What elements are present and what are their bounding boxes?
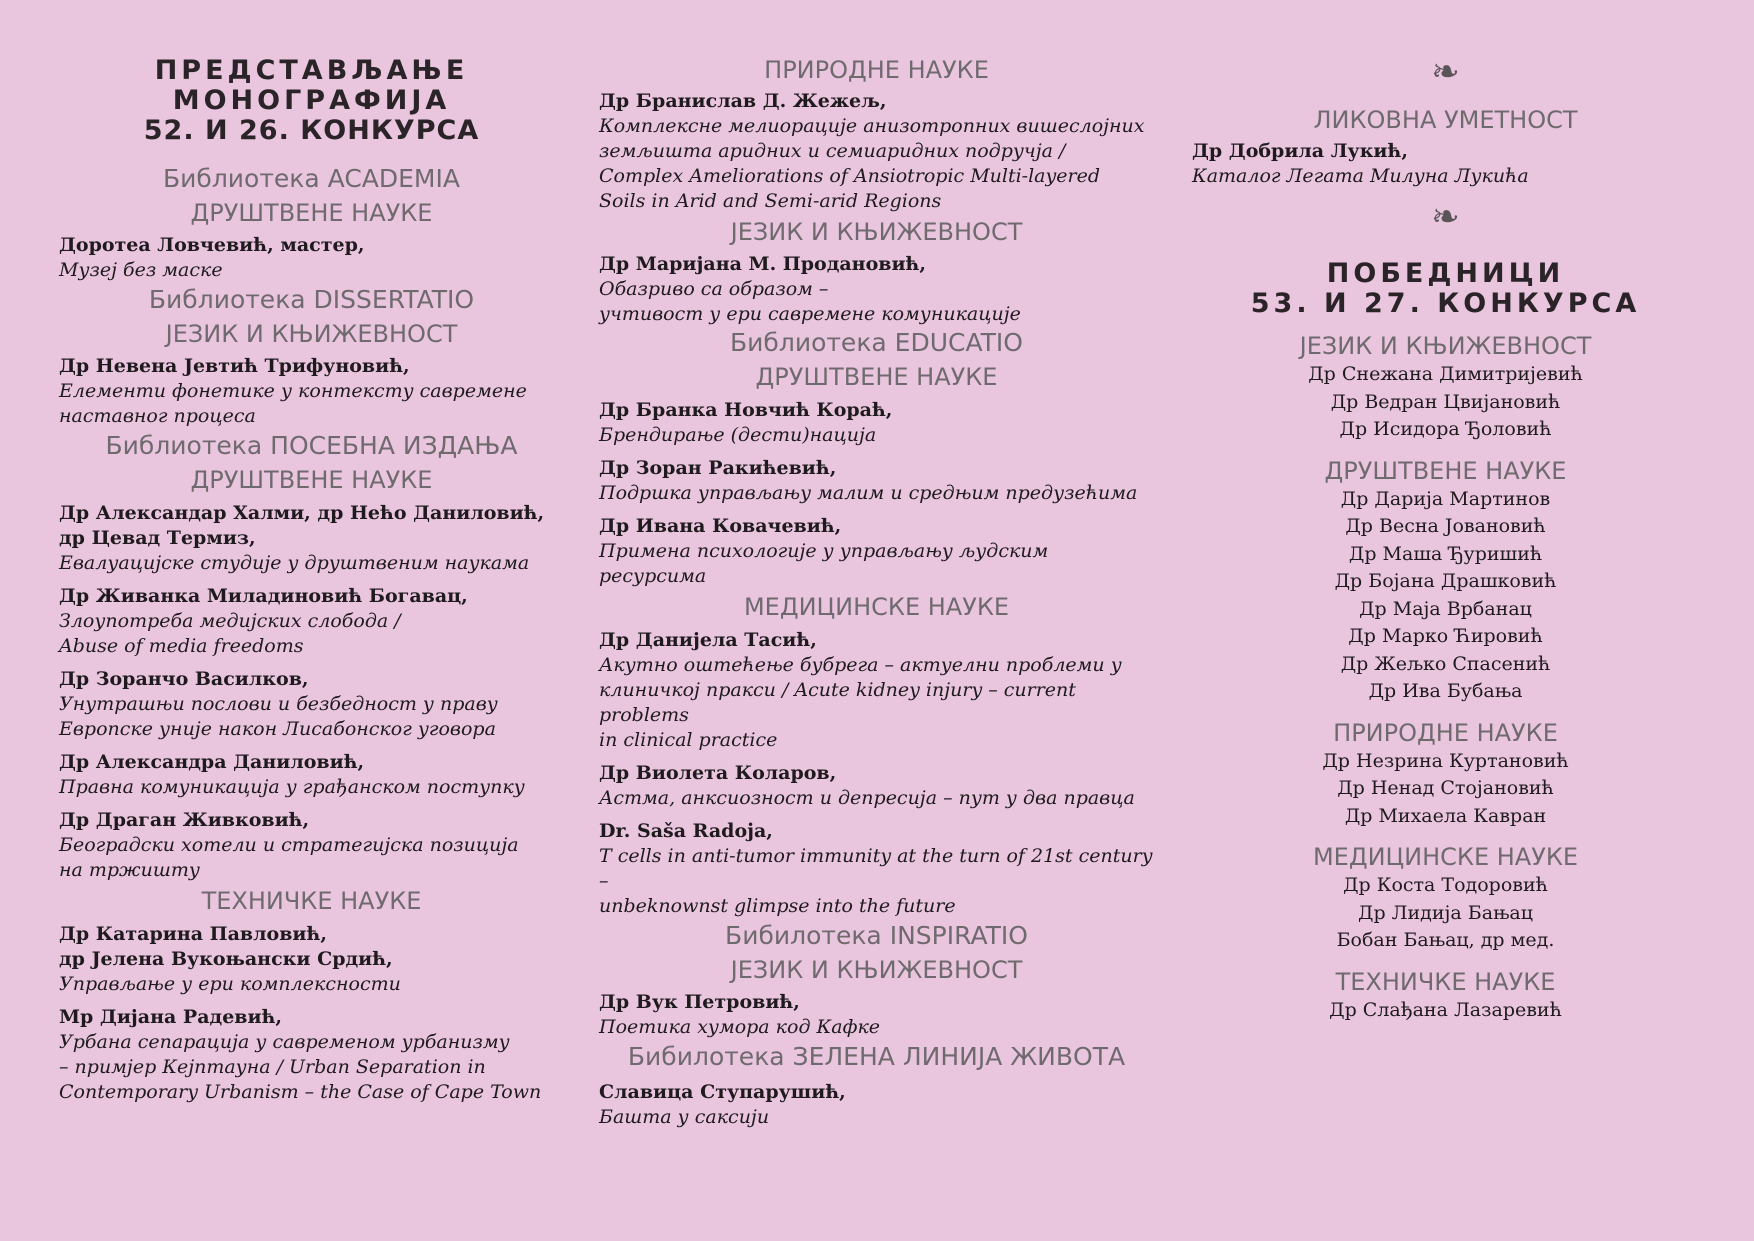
main-title-line-1: ПРЕДСТАВЉАЊЕ: [154, 55, 469, 86]
ornament-icon: ❧: [1431, 197, 1460, 237]
entry-author: Др Маријана М. Продановић,: [599, 253, 926, 275]
winner-name: Др Марко Ћировић: [1348, 625, 1543, 647]
entry-author: Др Зоран Ракићевић,: [599, 457, 837, 479]
column-left: [59, 0, 564, 1105]
section-jezik-i-knjizevnost: ЈЕЗИК И КЊИЖЕВНОСТ: [165, 320, 458, 348]
winners-title-line-1: ПОБЕДНИЦИ: [1326, 258, 1565, 289]
section-drustvene-nauke: ДРУШТВЕНЕ НАУКЕ: [1324, 456, 1567, 485]
winner-name: Др Михаела Кавран: [1344, 804, 1547, 827]
entry-halmi: [59, 501, 564, 576]
entry-vasilkov: [59, 667, 564, 742]
winners-list-prirodne: [1192, 748, 1699, 831]
entry-author: Др Виолета Коларов,: [599, 762, 837, 784]
section-drustvene-nauke: ДРУШТВЕНЕ НАУКЕ: [755, 363, 998, 391]
entry-author-line-1: Др Катарина Павловић,: [59, 923, 327, 945]
winner-name: Др Дарија Мартинов: [1340, 487, 1551, 510]
entry-title-line-3: Complex Ameliorations of Ansiotropic Multi-layered: [599, 165, 1100, 187]
entry-title-line-2: земљишта аридних и семиаридних подручја /: [599, 140, 1066, 162]
entry-author: Др Бранка Новчић Кораћ,: [599, 399, 893, 421]
winner-name: Др Исидора Ђоловић: [1339, 418, 1552, 440]
winners-title-line-2: 53. И 27. КОНКУРСА: [1250, 288, 1641, 319]
section-drustvene-nauke: ДРУШТВЕНЕ НАУКЕ: [190, 466, 433, 494]
entry-title: Брендирање (дести)нација: [599, 424, 877, 446]
library-educatio: Библиотека EDUCATIO: [730, 328, 1023, 357]
entry-lovcevic: [59, 233, 564, 283]
main-title: [59, 56, 564, 146]
entry-radoja: [599, 819, 1154, 919]
library-academia: Библиотека ACADEMIA: [163, 164, 460, 193]
library-dissertatio: Библиотека DISSERTATIO: [148, 285, 475, 314]
entry-title-line-3: in clinical practice: [599, 729, 778, 751]
entry-zezelj: [599, 89, 1154, 214]
section-jezik-i-knjizevnost: ЈЕЗИК И КЊИЖЕВНОСТ: [1299, 332, 1592, 360]
entry-title-line-1: T cells in anti-tumor immunity at the turn of 21st century –: [599, 845, 1153, 892]
section-jezik-i-knjizevnost: ЈЕЗИК И КЊИЖЕВНОСТ: [730, 218, 1023, 246]
entry-title: Правна комуникација у грађанском поступку: [59, 776, 525, 798]
entry-author: Др Данијела Тасић,: [599, 629, 817, 651]
entry-pavlovic: [59, 922, 564, 997]
entry-author-line-1: Др Александар Халми, др Нећо Даниловић,: [59, 502, 545, 524]
entry-author: Др Зоранчо Василков,: [59, 668, 309, 690]
section-medicinske-nauke: МЕДИЦИНСКЕ НАУКЕ: [743, 593, 1010, 621]
winner-name: Др Незрина Куртановић: [1322, 749, 1569, 772]
entry-title-line-2: на тржишту: [59, 859, 200, 881]
entry-author: Др Ивана Ковачевић,: [599, 515, 842, 537]
entry-zivkovic: [59, 808, 564, 883]
entry-title-line-4: Soils in Arid and Semi-arid Regions: [599, 190, 942, 212]
entry-novcic: [599, 398, 1154, 448]
entry-title-line-1: Акутно оштећење бубрега – актуелни проблеми у: [599, 654, 1122, 676]
entry-author-line-2: др Цевад Термиз,: [59, 527, 256, 549]
entry-title-line-1: Обазриво са образом –: [599, 278, 829, 300]
library-inspiratio: Бибилотека INSPIRATIO: [725, 921, 1028, 950]
winner-name: Др Жељко Спасенић: [1340, 652, 1551, 675]
entry-author: Др Добрила Лукић,: [1192, 140, 1408, 162]
section-medicinske-nauke: МЕДИЦИНСКЕ НАУКЕ: [1312, 843, 1579, 871]
column-right: [1192, 0, 1699, 1024]
entry-author: Др Драган Живковић,: [59, 809, 310, 831]
section-drustvene-nauke: ДРУШТВЕНЕ НАУКЕ: [190, 199, 433, 227]
entry-title-line-2: unbeknownst glimpse into the future: [599, 895, 956, 917]
library-zelena-linija-zivota: Бибилотека ЗЕЛЕНА ЛИНИЈА ЖИВОТА: [627, 1042, 1126, 1071]
column-middle: [599, 0, 1154, 1130]
entry-petrovic: [599, 990, 1154, 1040]
entry-jevtic: [59, 354, 564, 429]
entry-title: Примена психологије у управљању људским ресурсима: [599, 540, 1049, 587]
entry-title-line-2: – примјер Кејптауна / Urban Separation in: [59, 1056, 486, 1078]
section-tehnicke-nauke: ТЕХНИЧКЕ НАУКЕ: [1335, 967, 1556, 996]
entry-title: Подршка управљању малим и средњим предузећима: [599, 482, 1138, 504]
entry-author: Славица Ступарушић,: [599, 1081, 846, 1103]
entry-author: Др Вук Петровић,: [599, 991, 800, 1013]
entry-title: Каталог Легата Милуна Лукића: [1192, 165, 1529, 187]
winners-list-jezik: [1192, 361, 1699, 444]
entry-radevic: [59, 1005, 564, 1105]
winner-name: Др Бојана Драшковић: [1334, 570, 1557, 592]
winner-name: Др Коста Тодоровић: [1343, 874, 1548, 896]
winner-name: Др Ведран Цвијановић: [1330, 390, 1561, 413]
entry-title: Управљање у ери комплексности: [59, 973, 401, 995]
winner-name: Др Ненад Стојановић: [1337, 777, 1554, 799]
winners-list-tehnicke: [1192, 997, 1699, 1025]
entry-title-line-1: Београдски хотели и стратегијска позиција: [59, 834, 519, 856]
winner-name: Др Маша Ђуришић: [1348, 542, 1543, 565]
entry-author: Др Бранислав Д. Жежељ,: [599, 90, 887, 112]
entry-title-line-1: Урбана сепарација у савременом урбанизму: [59, 1031, 510, 1053]
entry-author: Доротеа Ловчевић, мастер,: [59, 234, 365, 256]
entry-lukic: [1192, 139, 1699, 189]
entry-rakicevic: [599, 456, 1154, 506]
entry-title-line-2: клиничкој пракси / Acute kidney injury – current problems: [599, 679, 1076, 726]
entry-author: Мр Дијана Радевић,: [59, 1006, 283, 1028]
entry-title-line-1: Елементи фонетике у контексту савремене: [59, 380, 527, 402]
entry-title: Поетика хумора код Кафке: [599, 1016, 881, 1038]
entry-author: Др Живанка Миладиновић Богавац,: [59, 585, 468, 607]
section-prirodne-nauke: ПРИРОДНЕ НАУКЕ: [1333, 718, 1558, 747]
entry-author: Dr. Saša Radoja,: [599, 820, 773, 842]
entry-miladinovic: [59, 584, 564, 659]
entry-title-line-2: Европске уније након Лисабонског уговора: [59, 718, 496, 740]
entry-title: Музеј без маске: [59, 259, 223, 281]
section-likovna-umetnost: ЛИКОВНА УМЕТНОСТ: [1313, 106, 1578, 134]
entry-author-line-2: др Јелена Вукоњански Срдић,: [59, 948, 393, 970]
library-posebna-izdanja: Библиотека ПОСЕБНА ИЗДАЊА: [105, 431, 518, 460]
section-jezik-i-knjizevnost: ЈЕЗИК И КЊИЖЕВНОСТ: [730, 956, 1023, 984]
main-title-line-2: МОНОГРАФИЈА: [172, 85, 451, 116]
entry-title: Астма, анксиозност и депресија – пут у два правца: [599, 787, 1135, 809]
entry-title-line-2: Abuse of media freedoms: [59, 635, 304, 657]
entry-title: Евалуацијске студије у друштвеним наукама: [59, 552, 530, 574]
winner-name: Др Снежана Димитријевић: [1308, 363, 1583, 385]
entry-title-line-1: Злоупотреба медијских слобода /: [59, 610, 401, 632]
entry-title-line-1: Унутрашњи послови и безбедност у праву: [59, 693, 498, 715]
winner-name: Бобан Бањац, др мед.: [1336, 929, 1555, 951]
entry-kolarov: [599, 761, 1154, 811]
winner-name: Др Лидија Бањац: [1358, 901, 1533, 924]
entry-kovacevic: [599, 514, 1154, 589]
winners-list-drustvene: [1192, 486, 1699, 706]
section-tehnicke-nauke: ТЕХНИЧКЕ НАУКЕ: [201, 887, 422, 915]
winner-name: Др Весна Јовановић: [1345, 515, 1546, 537]
entry-tasic: [599, 628, 1154, 753]
entry-title-line-2: учтивост у ери савремене комуникације: [599, 303, 1021, 325]
entry-author: Др Невена Јевтић Трифуновић,: [59, 355, 410, 377]
entry-title-line-2: наставног процеса: [59, 405, 256, 427]
main-title-line-3: 52. И 26. КОНКУРСА: [143, 115, 480, 146]
entry-danilovic: [59, 750, 564, 800]
entry-title: Башта у саксији: [599, 1106, 770, 1128]
entry-title-line-1: Комплексне мелиорације анизотропних вишеслојних: [599, 115, 1145, 137]
entry-prodanovic: [599, 252, 1154, 327]
winner-name: Др Маја Врбанац: [1359, 597, 1532, 620]
winners-list-medicinske: [1192, 872, 1699, 955]
winners-title: [1192, 259, 1699, 319]
entry-title-line-3: Contemporary Urbanism – the Case of Cape Town: [59, 1081, 542, 1103]
winner-name: Др Ива Бубања: [1368, 680, 1523, 702]
ornament-icon: ❧: [1431, 52, 1460, 92]
section-prirodne-nauke: ПРИРОДНЕ НАУКЕ: [764, 56, 989, 84]
entry-author: Др Александра Даниловић,: [59, 751, 365, 773]
entry-stuparusic: [599, 1080, 1154, 1130]
winner-name: Др Слађана Лазаревић: [1329, 998, 1562, 1021]
